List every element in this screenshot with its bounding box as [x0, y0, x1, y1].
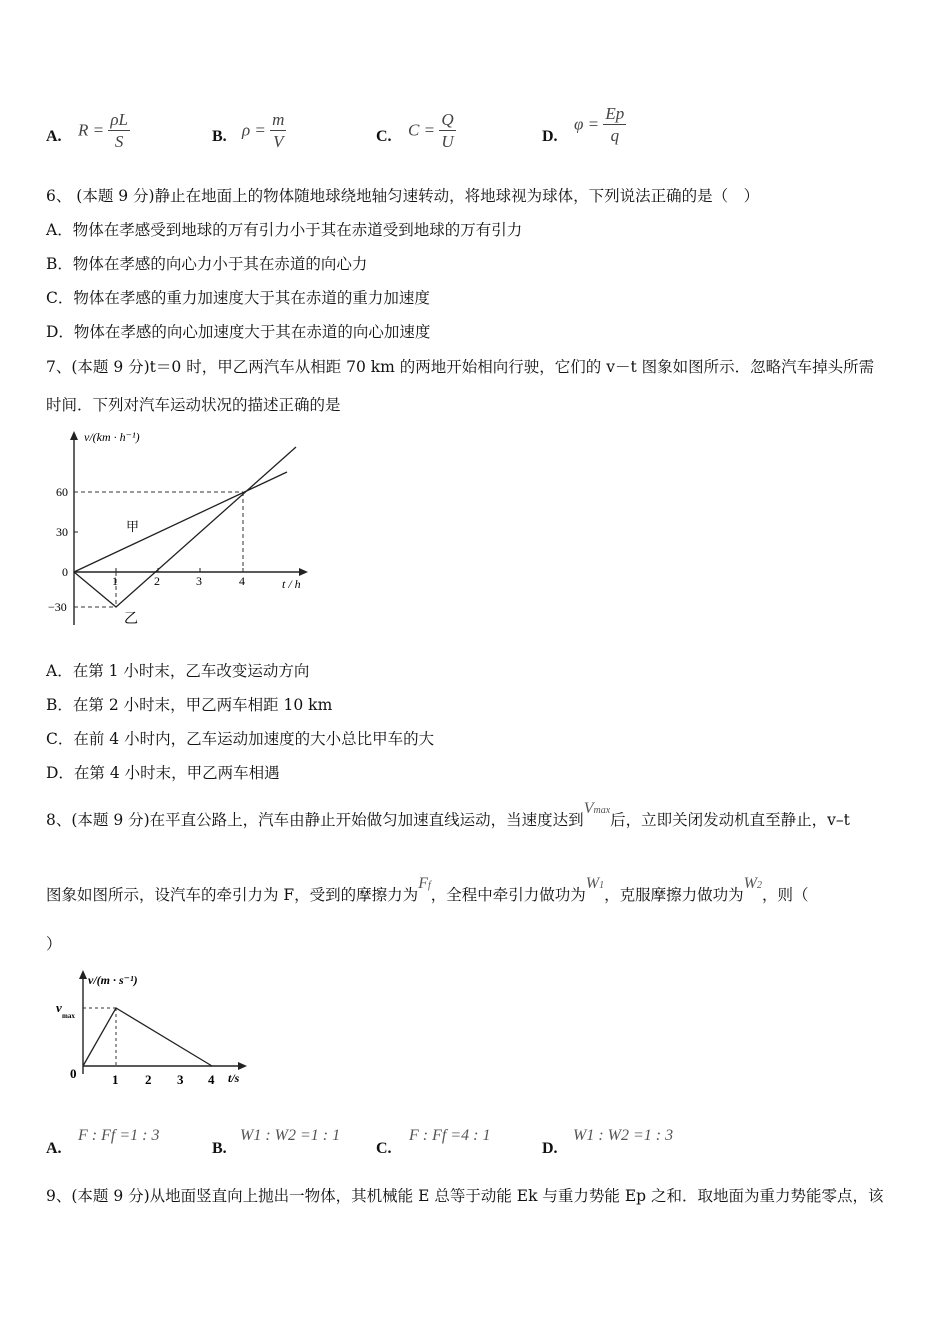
q8-option-c-expr: F : Ff =4 : 1	[409, 1127, 491, 1144]
q6-option-a[interactable]: A．物体在孝感受到地球的万有引力小于其在赤道受到地球的万有引力	[46, 221, 523, 239]
q8-origin-label: 0	[70, 1066, 77, 1081]
q5-option-c-label[interactable]: C.	[376, 128, 392, 145]
q8-x-axis-label: t/s	[228, 1071, 240, 1085]
q8-y-axis-arrow	[79, 970, 87, 979]
q8-option-d-label[interactable]: D.	[542, 1140, 558, 1157]
q5-option-c-formula: C = $\frac{Q}{U}$	[408, 110, 454, 151]
q7-line-jia	[74, 472, 287, 572]
q7-stem-line1: 7、(本题 9 分)t＝0 时，甲乙两汽车从相距 70 km 的两地开始相向行驶，它们的 v－t 图象如图所示．忽略汽车掉头所需	[46, 358, 875, 376]
q7-line-yi	[74, 447, 296, 607]
q6-option-b[interactable]: B．物体在孝感的向心力小于其在赤道的向心力	[46, 255, 368, 273]
q8-stem-line3: ）	[46, 935, 62, 953]
q8-vmax-label-sub: max	[62, 1012, 75, 1020]
q7-option-a[interactable]: A．在第 1 小时末，乙车改变运动方向	[46, 662, 310, 680]
q8-stem-line1: 8、(本题 9 分)在平直公路上，汽车由静止开始做匀加速直线运动，当速度达到Vmax后，立即关闭发动机直至静止，v–t	[46, 800, 850, 829]
q7-label-jia: 甲	[126, 519, 140, 534]
q8-x-axis-arrow	[238, 1062, 247, 1070]
q8-x-tick-2: 2	[145, 1072, 152, 1087]
q7-y-tick-0: 0	[62, 565, 68, 579]
q5-option-b-label[interactable]: B.	[212, 128, 227, 145]
q7-y-tick-neg30: −30	[48, 600, 67, 614]
q8-vmax-symbol: Vmax	[583, 800, 611, 817]
q7-option-b[interactable]: B．在第 2 小时末，甲乙两车相距 10 km	[46, 696, 333, 714]
q7-label-yi: 乙	[124, 612, 138, 627]
q8-vmax-label: v	[56, 1000, 62, 1015]
q8-option-c-label[interactable]: C.	[376, 1140, 392, 1157]
q8-option-d-expr: W1 : W2 =1 : 3	[573, 1127, 674, 1144]
q8-ff-symbol: Ff	[418, 875, 431, 892]
q7-option-c[interactable]: C．在前 4 小时内，乙车运动加速度的大小总比甲车的大	[46, 730, 435, 748]
q7-vt-graph	[40, 425, 320, 635]
q7-option-d[interactable]: D．在第 4 小时末，甲乙两车相遇	[46, 764, 280, 782]
q7-x-tick-1: 1	[112, 574, 118, 588]
q5-option-a-formula: R = $\frac{\rho L}{S}$	[78, 110, 128, 151]
q8-option-a-label[interactable]: A.	[46, 1140, 62, 1157]
q7-y-tick-60: 60	[56, 485, 68, 499]
q8-option-b-expr: W1 : W2 =1 : 1	[240, 1127, 341, 1144]
q7-y-axis-label: v/(km · h⁻¹)	[84, 430, 140, 444]
q5-option-d-formula: φ = $\frac{Ep}{q}$	[574, 104, 625, 145]
q8-option-a-expr: F : Ff =1 : 3	[78, 1127, 160, 1144]
q7-x-tick-3: 3	[196, 574, 202, 588]
q8-w2-symbol: W2	[743, 875, 762, 892]
q5-option-d-label[interactable]: D.	[542, 128, 558, 145]
q5-option-a-label[interactable]: A.	[46, 128, 62, 145]
q8-option-b-label[interactable]: B.	[212, 1140, 227, 1157]
q5-option-b-formula: ρ = $\frac{m}{V}$	[242, 110, 285, 151]
q7-x-tick-2: 2	[154, 574, 160, 588]
q7-x-axis-arrow	[299, 568, 308, 576]
q8-y-axis-label: v/(m · s⁻¹)	[88, 973, 138, 987]
q7-y-tick-30: 30	[56, 525, 68, 539]
q7-x-tick-4: 4	[239, 574, 245, 588]
q7-stem-line2: 时间．下列对汽车运动状况的描述正确的是	[46, 396, 341, 414]
q8-x-tick-4: 4	[208, 1072, 215, 1087]
q8-x-tick-1: 1	[112, 1072, 119, 1087]
q8-stem-line2: 图象如图所示，设汽车的牵引力为 F，受到的摩擦力为Ff，全程中牵引力做功为W1，克服摩擦力做功为W2，则（	[46, 875, 809, 904]
q6-option-d[interactable]: D．物体在孝感的向心加速度大于其在赤道的向心加速度	[46, 323, 431, 341]
q6-stem: 6、 (本题 9 分)静止在地面上的物体随地球绕地轴匀速转动，将地球视为球体，下列说法正确的是（ ）	[46, 187, 760, 205]
q8-w1-symbol: W1	[585, 875, 605, 892]
q7-x-axis-label: t / h	[282, 577, 301, 591]
q9-stem: 9、(本题 9 分)从地面竖直向上抛出一物体，其机械能 E 总等于动能 Ek 与重力势能 Ep 之和．取地面为重力势能零点，该	[46, 1187, 884, 1205]
q8-vt-graph	[48, 966, 258, 1096]
q8-x-tick-3: 3	[177, 1072, 184, 1087]
q7-y-axis-arrow	[70, 431, 78, 440]
q8-vt-line	[83, 1008, 212, 1066]
q6-option-c[interactable]: C．物体在孝感的重力加速度大于其在赤道的重力加速度	[46, 289, 430, 307]
